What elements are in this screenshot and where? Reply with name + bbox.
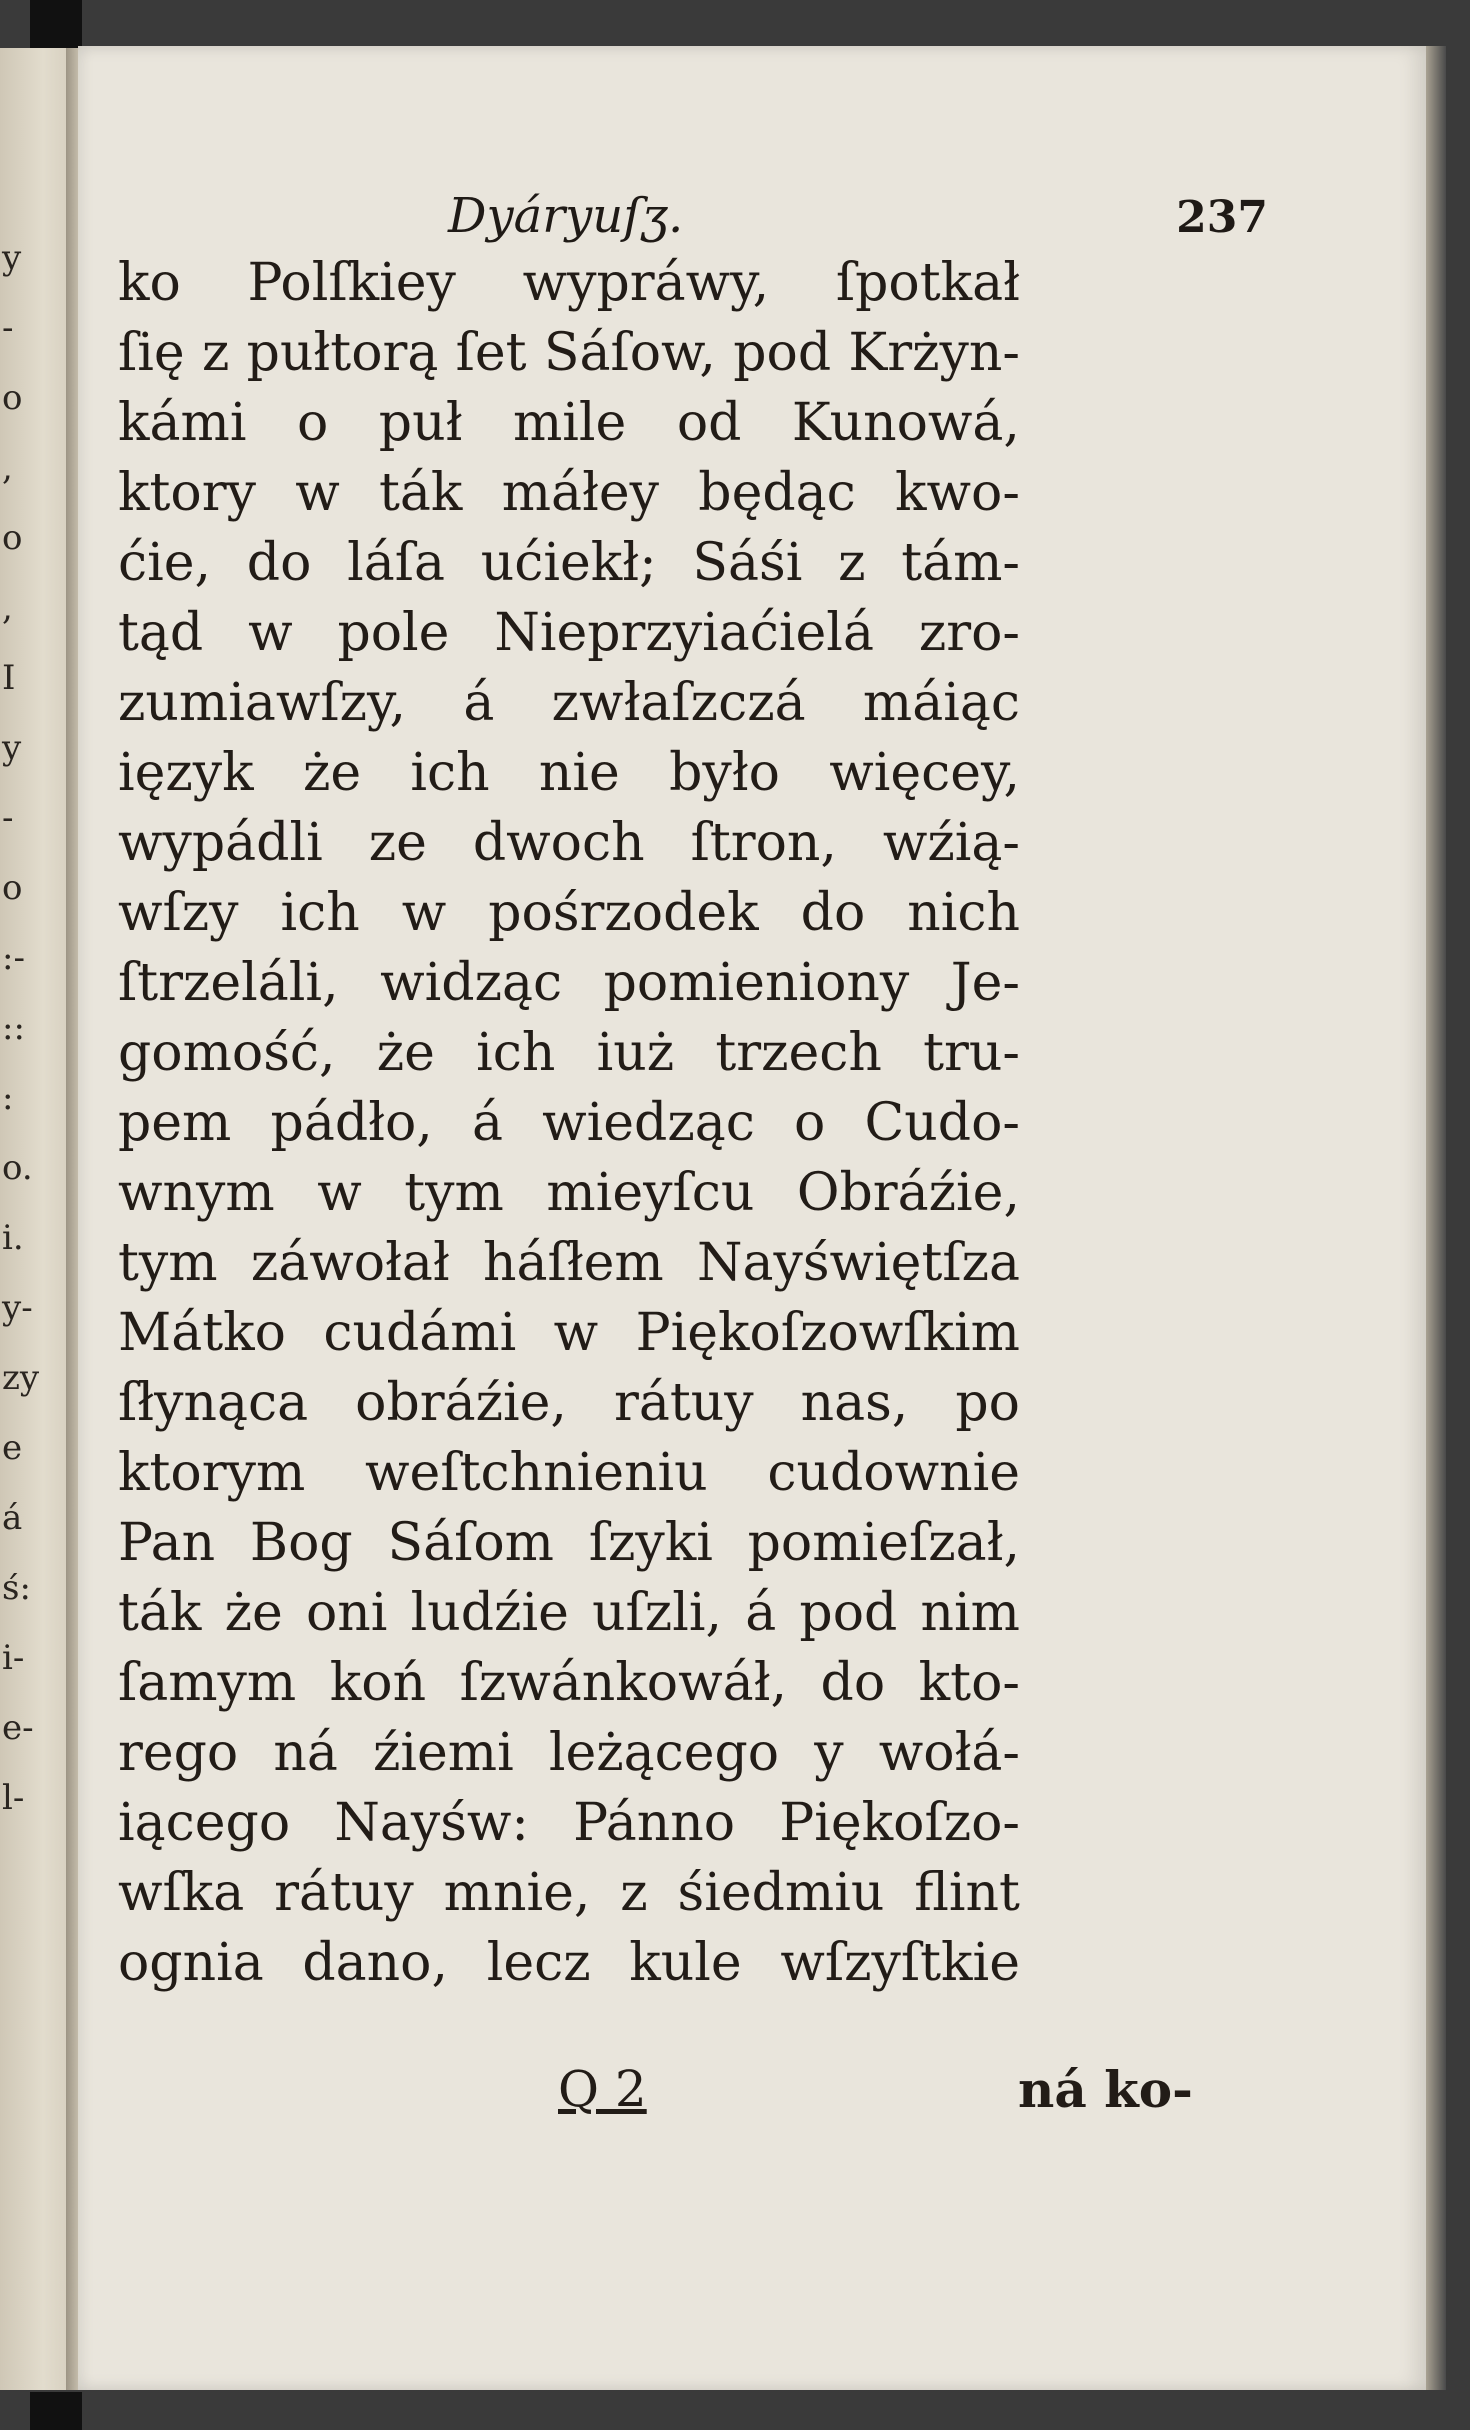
left-page-fragment: e- xyxy=(2,1708,34,1748)
page-right-shadow xyxy=(1426,46,1446,2390)
left-page-fragment: : xyxy=(2,1078,14,1118)
text-line: Mátko cudámi w Piękoſzowſkim xyxy=(118,1303,1020,1363)
left-page-fragment: ś: xyxy=(2,1568,31,1608)
page-footer xyxy=(118,2060,1198,2130)
left-page-fragment: l- xyxy=(2,1778,25,1818)
body-text xyxy=(118,248,1020,1998)
catchword: ná ko- xyxy=(1018,2060,1193,2119)
left-page-fragment: I xyxy=(2,658,16,698)
text-line: ktory w ták máłey będąc kwo- xyxy=(118,463,1020,523)
left-page-fragment: i. xyxy=(2,1218,24,1258)
text-line: ognia dano, lecz kule wſzyſtkie xyxy=(118,1933,1020,1993)
scan-corner-top xyxy=(30,0,82,50)
text-line: tym záwołał háſłem Nayświętſza xyxy=(118,1233,1020,1293)
left-page-fragment: - xyxy=(2,798,14,838)
text-line: Pan Bog Sáſom ſzyki pomieſzał, xyxy=(118,1513,1020,1573)
text-line: ięzyk że ich nie było więcey, xyxy=(118,743,1020,803)
left-page-fragment: o xyxy=(2,868,23,908)
left-page-fragment: o xyxy=(2,378,23,418)
left-page-fragment: - xyxy=(2,308,14,348)
left-page-fragment: o. xyxy=(2,1148,33,1188)
left-page-fragment: e xyxy=(2,1428,23,1468)
left-page-edge-text xyxy=(0,48,72,2390)
text-line: tąd w pole Nieprzyiaćielá zro- xyxy=(118,603,1020,663)
text-line: wnym w tym mieyſcu Obráźie, xyxy=(118,1163,1020,1223)
scan-corner-bottom xyxy=(30,2392,82,2430)
left-page-fragment: o xyxy=(2,518,23,558)
text-line: ſtrzeláli, widząc pomieniony Je- xyxy=(118,953,1020,1013)
text-line: ktorym weſtchnieniu cudownie xyxy=(118,1443,1020,1503)
left-page-fragment: y xyxy=(2,728,22,768)
text-line: ćie, do láſa ućiekł; Sáśi z tám- xyxy=(118,533,1020,593)
text-line: wſka rátuy mnie, z śiedmiu flint xyxy=(118,1863,1020,1923)
text-line: ſłynąca obráźie, rátuy nas, po xyxy=(118,1373,1020,1433)
signature-mark: Q 2 xyxy=(558,2060,647,2118)
text-line: zumiawſzy, á zwłaſzczá máiąc xyxy=(118,673,1020,733)
left-page-fragment: :: xyxy=(2,1008,25,1048)
text-line: pem pádło, á wiedząc o Cudo- xyxy=(118,1093,1020,1153)
left-page-edge xyxy=(0,48,72,2390)
left-page-fragment: i- xyxy=(2,1638,25,1678)
text-line: ſię z pułtorą ſet Sáſow, pod Krżyn- xyxy=(118,323,1020,383)
text-line: kámi o puł mile od Kunowá, xyxy=(118,393,1020,453)
left-page-fragment: :- xyxy=(2,938,25,978)
text-line: ſamym koń ſzwánkowáł, do kto- xyxy=(118,1653,1020,1713)
text-line: rego ná źiemi leżącego y wołá- xyxy=(118,1723,1020,1783)
text-line: ták że oni ludźie uſzli, á pod nim xyxy=(118,1583,1020,1643)
text-line: wypádli ze dwoch ſtron, wźią- xyxy=(118,813,1020,873)
page-number: 237 xyxy=(1176,192,1268,243)
left-page-fragment: , xyxy=(2,588,13,628)
left-page-fragment: á xyxy=(2,1498,23,1538)
text-line: ko Polſkiey wypráwy, ſpotkał xyxy=(118,253,1020,313)
text-line: wſzy ich w pośrzodek do nich xyxy=(118,883,1020,943)
left-page-fragment: y- xyxy=(2,1288,33,1328)
running-head: Dyáryuſʒ. xyxy=(448,188,684,244)
left-page-fragment: y xyxy=(2,238,22,278)
page-header xyxy=(118,188,1268,248)
text-line: iącego Nayśw: Pánno Piękoſzo- xyxy=(118,1793,1020,1853)
text-line: gomość, że ich iuż trzech tru- xyxy=(118,1023,1020,1083)
left-page-fragment: , xyxy=(2,448,13,488)
left-page-fragment: zy xyxy=(2,1358,40,1398)
